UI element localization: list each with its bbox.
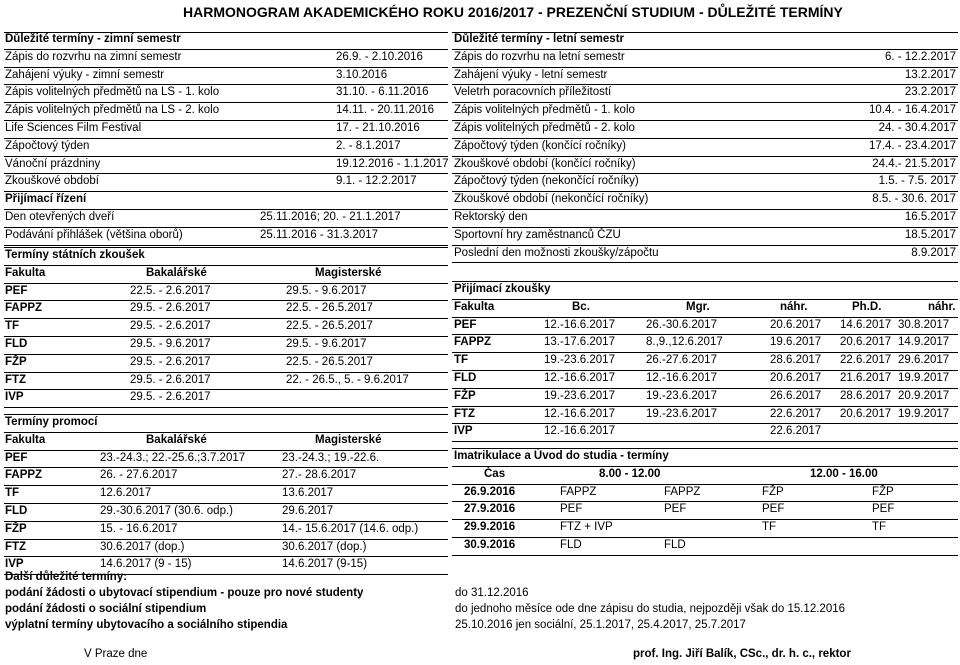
event-label: Zápočtový týden (nekončící ročníky) [454, 175, 639, 188]
faculty-cell: FTZ [5, 373, 27, 386]
bachelor-date: 30.6.2017 (dop.) [100, 540, 185, 553]
faculty-cell: FAPPZ [5, 302, 43, 315]
table-row [452, 485, 958, 503]
slot-4: TF [872, 521, 887, 534]
faculty-cell: FAPPZ [5, 469, 43, 482]
section-header: Přijímací řízení [4, 192, 448, 210]
master-date: 27.- 28.6.2017 [282, 469, 357, 482]
phd-nahr-date: 20.9.2017 [898, 389, 950, 402]
master-date: 29.5. - 9.6.2017 [286, 337, 367, 350]
column-headers: Fakulta Bakalářské Magisterské [4, 433, 448, 451]
table-row [452, 139, 958, 157]
master-date: 22. - 26.5., 5. - 9.6.2017 [286, 373, 409, 386]
event-label: Zápis do rozvrhu na zimní semestr [5, 50, 182, 63]
section-header: Důležité termíny - zimní semestr [4, 32, 448, 50]
faculty-cell: IVP [454, 425, 473, 438]
bachelor-date: 14.6.2017 (9 - 15) [100, 558, 192, 571]
master-date: 22.5. - 26.5.2017 [286, 355, 373, 368]
date-cell: 26.9.2016 [464, 485, 516, 498]
faculty-cell: FAPPZ [454, 336, 492, 349]
table-row [4, 540, 448, 558]
table-row [4, 355, 448, 373]
event-label: Zahájení výuky - zimní semestr [5, 68, 165, 81]
table-row [4, 228, 448, 246]
other-date-value: do 31.12.2016 [455, 587, 529, 599]
table-row [4, 390, 448, 408]
faculty-cell: FLD [5, 337, 28, 350]
table-row [452, 520, 958, 538]
event-date: 26.9. - 2.10.2016 [336, 50, 423, 63]
event-label: Sportovní hry zaměstnanců ČZU [454, 228, 621, 241]
table-row [452, 424, 958, 442]
event-label: Zápis volitelných předmětů na LS - 1. kolo [5, 86, 220, 99]
section-header: Termíny státních zkoušek [4, 247, 448, 266]
slot-4: FŽP [872, 485, 894, 498]
faculty-cell: FŽP [5, 522, 27, 535]
table-row [452, 228, 958, 246]
phd-nahr-date: 19.9.2017 [898, 407, 950, 420]
event-date: 2. - 8.1.2017 [336, 139, 401, 152]
bachelor-date: 29.5. - 2.6.2017 [130, 355, 211, 368]
event-label: Veletrh poracovních příležitostí [454, 86, 612, 99]
event-label: Zápočtový týden (končící ročníky) [454, 139, 626, 152]
event-label: Zápočtový týden [5, 139, 90, 152]
table-row [452, 538, 958, 556]
event-label: Life Sciences Film Festival [5, 121, 142, 134]
event-date: 24.4.- 21.5.2017 [872, 157, 956, 170]
table-row [452, 50, 958, 68]
bc-date: 12.-16.6.2017 [544, 407, 615, 420]
table-row [4, 284, 448, 302]
table-row [4, 451, 448, 469]
faculty-cell: FŽP [5, 355, 27, 368]
bachelor-date: 12.6.2017 [100, 487, 152, 500]
table-row [4, 522, 448, 540]
event-date: 25.11.2016; 20. - 21.1.2017 [260, 210, 401, 223]
table-row [4, 121, 448, 139]
section-header: Termíny promocí [4, 414, 448, 433]
faculty-cell: IVP [5, 391, 24, 404]
other-dates-header: Další důležité termíny: [5, 571, 128, 583]
table-row [4, 319, 448, 337]
event-date: 31.10. - 6.11.2016 [336, 86, 429, 99]
event-date: 8.9.2017 [911, 246, 956, 259]
table-row [452, 407, 958, 425]
faculty-cell: PEF [5, 284, 28, 297]
column-headers: Fakulta Bakalářské Magisterské [4, 266, 448, 284]
bc-date: 12.-16.6.2017 [544, 371, 615, 384]
table-row [452, 389, 958, 407]
event-date: 3.10.2016 [336, 68, 388, 81]
table-row [4, 157, 448, 175]
page-title: HARMONOGRAM AKADEMICKÉHO ROKU 2016/2017 - PREZENČNÍ STUDIUM - DŮLEŽITÉ TERMÍNY [183, 4, 843, 20]
table-row [452, 318, 958, 336]
event-date: 1.5. - 7.5. 2017 [878, 175, 956, 188]
bachelor-date: 26. - 27.6.2017 [100, 469, 178, 482]
table-row [452, 371, 958, 389]
other-date-label: podání žádosti o ubytovací stipendium - pouze pro nové studenty [5, 587, 364, 599]
master-date: 30.6.2017 (dop.) [282, 540, 367, 553]
place-label: V Praze dne [84, 648, 148, 660]
slot-2: PEF [664, 503, 687, 516]
event-label: Zápis volitelných předmětů na LS - 2. kolo [5, 104, 220, 117]
event-label: Zápis volitelných předmětů - 1. kolo [454, 104, 635, 117]
event-date: 6. - 12.2.2017 [885, 50, 956, 63]
master-date: 22.5. - 26.5.2017 [286, 302, 373, 315]
faculty-cell: IVP [5, 558, 24, 571]
matriculation-table [452, 448, 958, 556]
table-row [4, 85, 448, 103]
table-row [4, 486, 448, 504]
table-row [452, 246, 958, 264]
slot-1: FLD [560, 538, 582, 551]
phd-date: 22.6.2017 [840, 354, 892, 367]
other-date-value: 25.10.2016 jen sociální, 25.1.2017, 25.4.2017, 25.7.2017 [455, 619, 746, 631]
table-row [452, 192, 958, 210]
nahr-date: 22.6.2017 [770, 425, 822, 438]
event-date: 18.5.2017 [904, 228, 956, 241]
faculty-cell: PEF [454, 318, 477, 331]
event-label: Zahájení výuky - letní semestr [454, 68, 608, 81]
event-label: Zkouškové období [5, 175, 99, 188]
phd-nahr-date: 30.8.2017 [898, 318, 950, 331]
other-date-value: do jednoho měsíce ode dne zápisu do studia, nejpozději však do 15.12.2016 [455, 603, 846, 615]
phd-date: 20.6.2017 [840, 336, 892, 349]
other-date-label: podání žádosti o sociální stipendium [5, 603, 207, 615]
slot-3: TF [762, 521, 777, 534]
table-row [4, 174, 448, 192]
phd-date: 20.6.2017 [840, 407, 892, 420]
master-date: 29.5. - 9.6.2017 [286, 284, 367, 297]
table-row [4, 103, 448, 121]
bc-date: 13.-17.6.2017 [544, 336, 615, 349]
event-label: Podávání přihlášek (většina oborů) [5, 228, 183, 241]
phd-nahr-date: 19.9.2017 [898, 371, 950, 384]
phd-nahr-date: 29.6.2017 [898, 354, 950, 367]
column-headers: Čas 8.00 - 12.00 12.00 - 16.00 [452, 467, 958, 485]
event-date: 23.2.2017 [904, 86, 956, 99]
master-date: 23.-24.3.; 19.-22.6. [282, 451, 380, 464]
event-label: Den otevřených dveří [5, 210, 115, 223]
slot-3: FŽP [762, 485, 784, 498]
signature: prof. Ing. Jiří Balík, CSc., dr. h. c., rektor [633, 648, 851, 660]
bc-date: 19.-23.6.2017 [544, 354, 615, 367]
event-date: 9.1. - 12.2.2017 [336, 175, 417, 188]
table-row [452, 68, 958, 86]
phd-date: 28.6.2017 [840, 389, 892, 402]
faculty-cell: FLD [5, 504, 28, 517]
event-date: 16.5.2017 [904, 210, 956, 223]
mgr-date: 26.-27.6.2017 [646, 354, 717, 367]
nahr-date: 22.6.2017 [770, 407, 822, 420]
master-date: 14.- 15.6.2017 (14.6. odp.) [282, 522, 419, 535]
table-row [4, 337, 448, 355]
faculty-cell: TF [5, 487, 20, 500]
event-date: 19.12.2016 - 1.1.2017 [336, 157, 449, 170]
event-label: Zápis volitelných předmětů - 2. kolo [454, 121, 635, 134]
table-row [4, 373, 448, 391]
bc-date: 19.-23.6.2017 [544, 389, 615, 402]
table-row [452, 121, 958, 139]
date-cell: 27.9.2016 [464, 503, 516, 516]
event-date: 8.5. - 30.6. 2017 [872, 193, 956, 206]
bachelor-date: 29.5. - 2.6.2017 [130, 391, 211, 404]
bachelor-date: 15. - 16.6.2017 [100, 522, 178, 535]
table-row [4, 301, 448, 319]
table-row [4, 50, 448, 68]
bachelor-date: 29.5. - 2.6.2017 [130, 320, 211, 333]
event-date: 10.4. - 16.4.2017 [869, 104, 956, 117]
slot-2: FAPPZ [664, 485, 701, 498]
slot-1: FAPPZ [560, 485, 597, 498]
master-date: 22.5. - 26.5.2017 [286, 320, 373, 333]
table-row [452, 103, 958, 121]
faculty-cell: FLD [454, 371, 477, 384]
promotions-table [4, 414, 448, 575]
mgr-date: 19.-23.6.2017 [646, 389, 717, 402]
event-label: Zápis do rozvrhu na letní semestr [454, 50, 625, 63]
section-header: Důležité termíny - letní semestr [452, 32, 958, 50]
faculty-cell: FTZ [5, 540, 27, 553]
table-row [452, 353, 958, 371]
faculty-cell: FŽP [454, 389, 476, 402]
winter-semester-table [4, 32, 448, 246]
nahr-date: 28.6.2017 [770, 354, 822, 367]
table-row [4, 210, 448, 228]
master-date: 14.6.2017 (9-15) [282, 558, 368, 571]
mgr-date: 19.-23.6.2017 [646, 407, 717, 420]
master-date: 13.6.2017 [282, 487, 334, 500]
column-headers: Fakulta Bc. Mgr. náhr. Ph.D. náhr. [452, 300, 958, 318]
event-label: Rektorský den [454, 210, 528, 223]
table-row [4, 68, 448, 86]
phd-date: 14.6.2017 [840, 318, 892, 331]
section-header: Přijímací zkoušky [452, 281, 958, 300]
faculty-cell: TF [454, 354, 469, 367]
table-row [4, 504, 448, 522]
state-exams-table [4, 247, 448, 408]
event-date: 13.2.2017 [904, 68, 956, 81]
event-date: 14.11. - 20.11.2016 [336, 104, 435, 117]
mgr-date: 12.-16.6.2017 [646, 371, 717, 384]
bachelor-date: 29.5. - 2.6.2017 [130, 373, 211, 386]
bachelor-date: 29.5. - 2.6.2017 [130, 302, 211, 315]
bachelor-date: 29.5. - 9.6.2017 [130, 337, 211, 350]
other-date-label: výplatní termíny ubytovacího a sociálního stipendia [5, 619, 288, 631]
table-row [4, 139, 448, 157]
bc-date: 12.-16.6.2017 [544, 425, 615, 438]
event-label: Zkouškové období (končící ročníky) [454, 157, 636, 170]
nahr-date: 20.6.2017 [770, 318, 822, 331]
table-row [452, 157, 958, 175]
table-row [452, 85, 958, 103]
table-row [452, 335, 958, 353]
slot-3: PEF [762, 503, 785, 516]
section-header: Imatrikulace a Úvod do studia - termíny [452, 448, 958, 467]
table-row [452, 210, 958, 228]
slot-4: PEF [872, 503, 895, 516]
nahr-date: 20.6.2017 [770, 371, 822, 384]
event-date: 17.4. - 23.4.2017 [869, 139, 956, 152]
phd-nahr-date: 14.9.2017 [898, 336, 950, 349]
mgr-date: 26.-30.6.2017 [646, 318, 717, 331]
event-label: Poslední den možnosti zkoušky/zápočtu [454, 246, 659, 259]
date-cell: 29.9.2016 [464, 521, 516, 534]
bachelor-date: 29.-30.6.2017 (30.6. odp.) [100, 504, 233, 517]
mgr-date: 8.,9.,12.6.2017 [646, 336, 723, 349]
entrance-exams-table [452, 281, 958, 442]
phd-date: 21.6.2017 [840, 371, 892, 384]
table-row [452, 502, 958, 520]
faculty-cell: FTZ [454, 407, 476, 420]
slot-1: FTZ + IVP [560, 521, 613, 534]
event-label: Vánoční prázdniny [5, 157, 101, 170]
master-date: 29.6.2017 [282, 504, 334, 517]
event-label: Zkouškové období (nekončící ročníky) [454, 193, 649, 206]
faculty-cell: PEF [5, 451, 28, 464]
faculty-cell: TF [5, 320, 20, 333]
table-row [452, 174, 958, 192]
event-date: 17. - 21.10.2016 [336, 121, 420, 134]
bc-date: 12.-16.6.2017 [544, 318, 615, 331]
nahr-date: 26.6.2017 [770, 389, 822, 402]
event-date: 24. - 30.4.2017 [878, 121, 956, 134]
bachelor-date: 22.5. - 2.6.2017 [130, 284, 211, 297]
bachelor-date: 23.-24.3.; 22.-25.6.;3.7.2017 [100, 451, 246, 464]
slot-1: PEF [560, 503, 583, 516]
nahr-date: 19.6.2017 [770, 336, 822, 349]
date-cell: 30.9.2016 [464, 538, 516, 551]
event-date: 25.11.2016 - 31.3.2017 [260, 228, 379, 241]
slot-2: FLD [664, 538, 686, 551]
summer-semester-table [452, 32, 958, 263]
table-row [4, 468, 448, 486]
